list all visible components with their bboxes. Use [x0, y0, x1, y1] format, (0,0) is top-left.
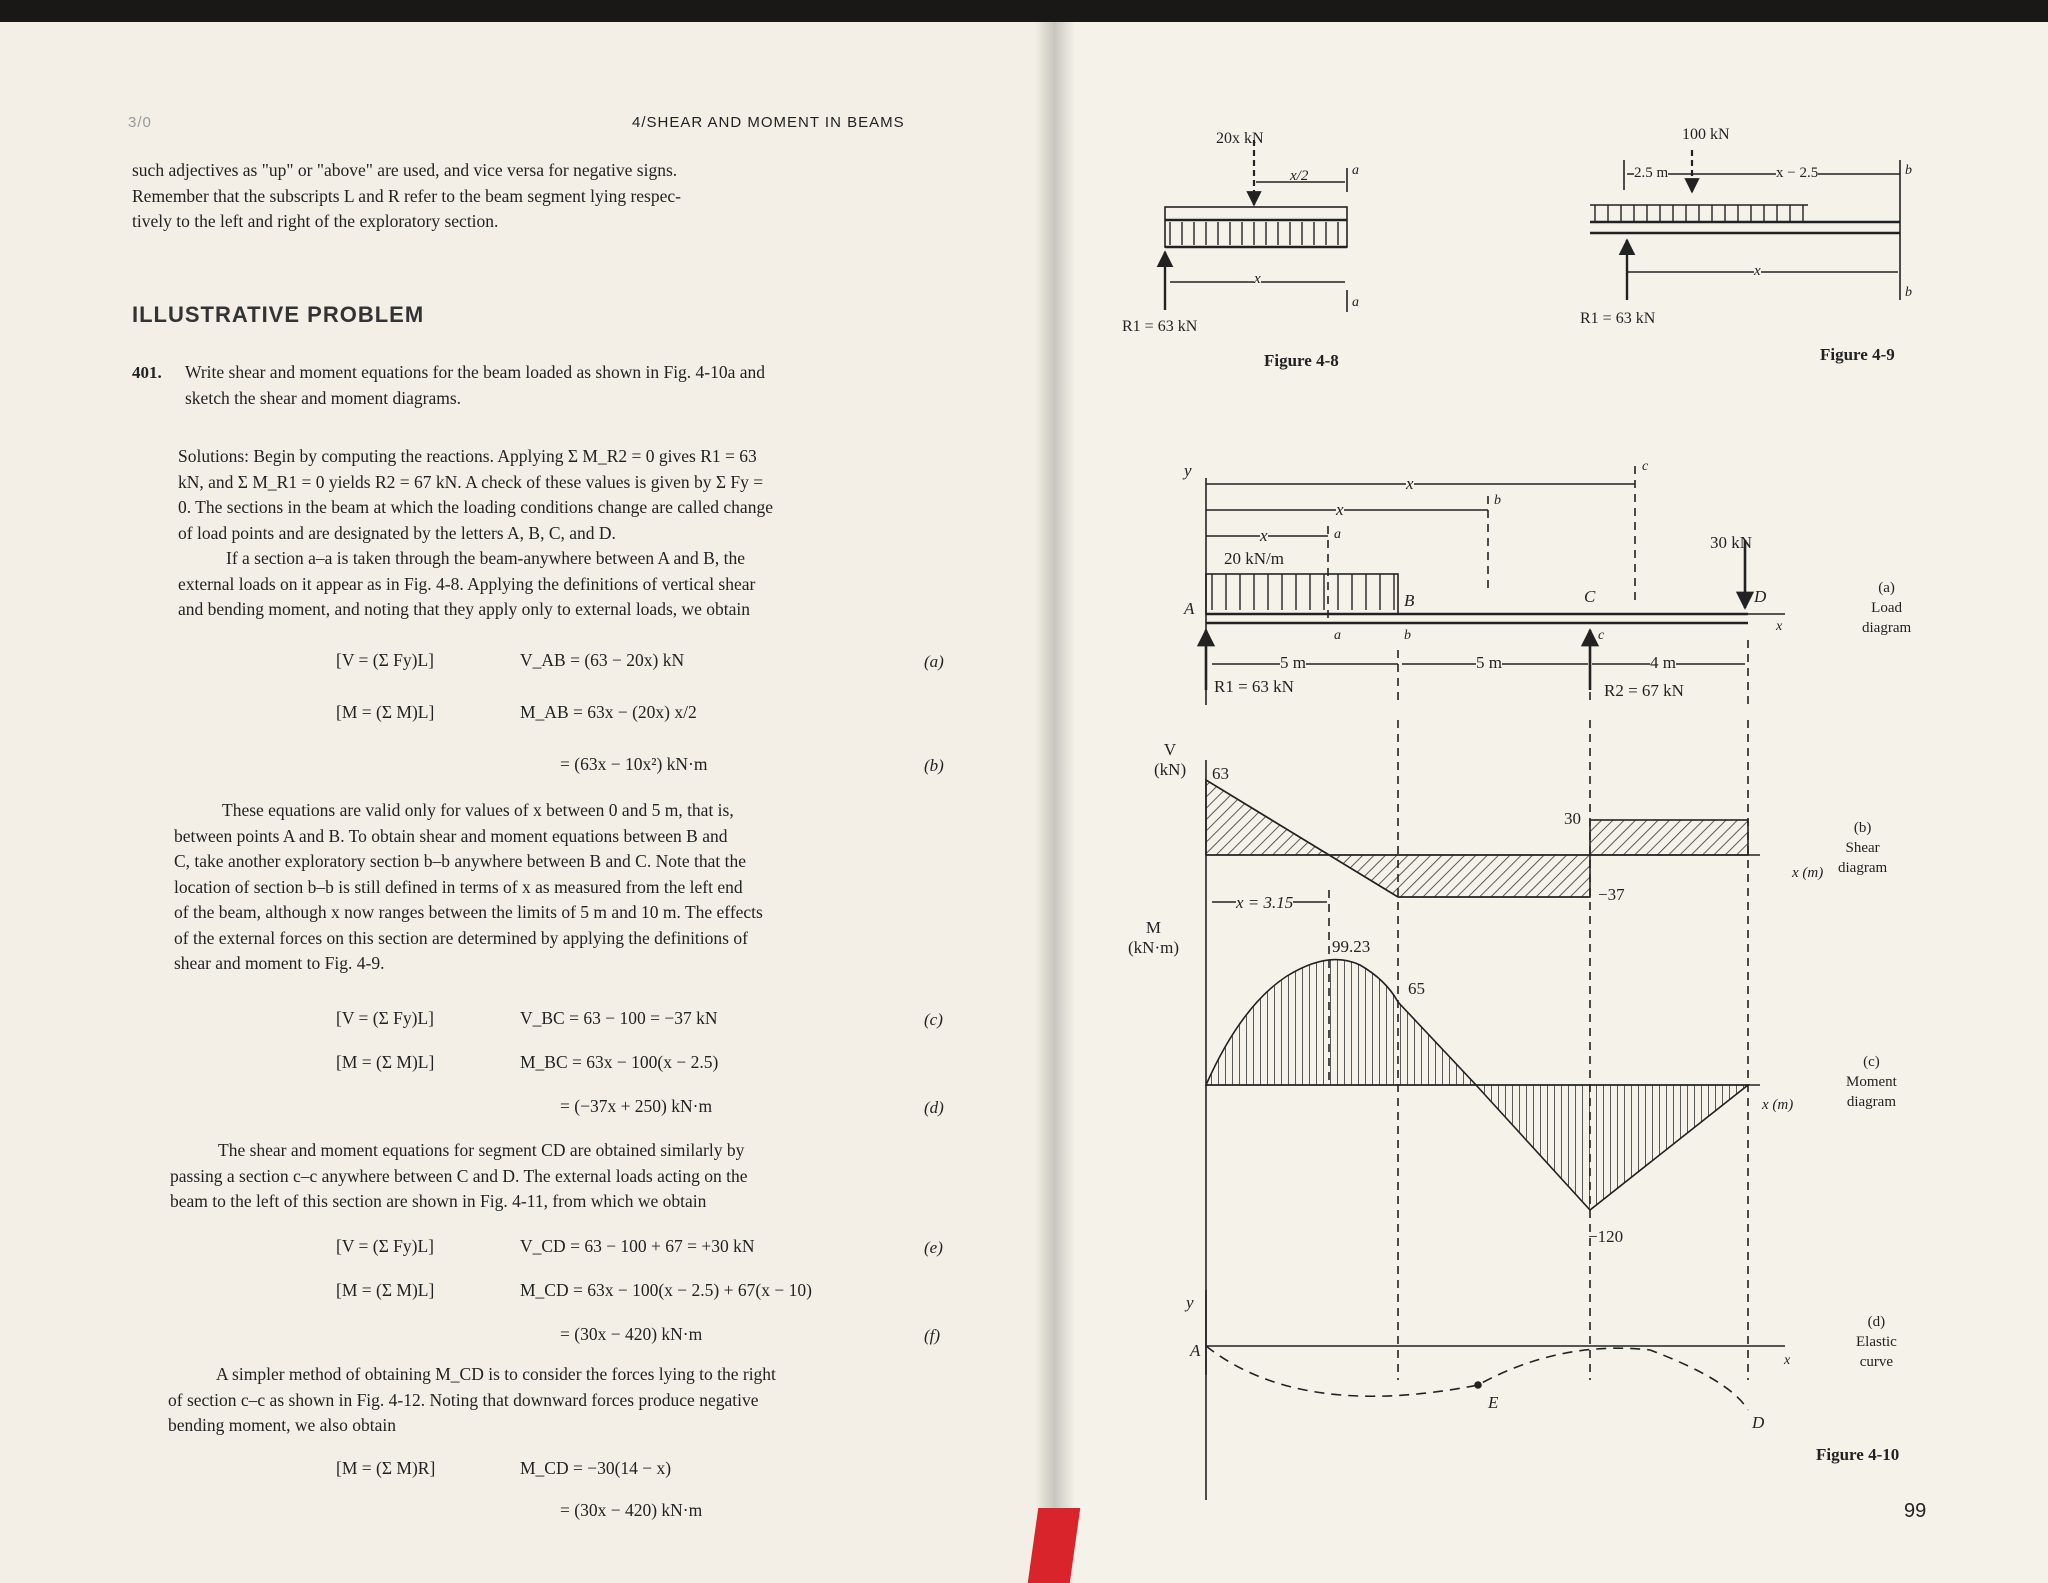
solution-line: Solutions: Begin by computing the reactions. Applying Σ M_R2 = 0 gives R1 = 63: [178, 446, 757, 466]
equation-expression: V_AB = (63 − 20x) kN: [520, 650, 685, 670]
equation-expression: M_CD = 63x − 100(x − 2.5) + 67(x − 10): [520, 1280, 812, 1300]
figure-4-10-moment: [1206, 960, 1760, 1210]
solution-line: and bending moment, and noting that they apply only to external loads, we obtain: [178, 599, 751, 619]
solution-line: If a section a–a is taken through the beam-anywhere between A and B, the: [226, 548, 745, 568]
problem-line: sketch the shear and moment diagrams.: [185, 387, 462, 408]
caption-line: (c): [1863, 1054, 1880, 1070]
caption-line: Elastic: [1856, 1334, 1897, 1350]
equation-condition: [M = (Σ M)L]: [336, 1280, 435, 1300]
fig49-load-label: 100 kN: [1682, 126, 1730, 143]
para2-line: These equations are valid only for values of x between 0 and 5 m, that is,: [222, 800, 734, 820]
fig410-x-dim-c: x: [1406, 474, 1414, 493]
caption-line: (a): [1878, 580, 1895, 596]
solution-line: of load points and are designated by the letters A, B, C, and D.: [178, 522, 616, 543]
fig410-vm37: −37: [1598, 885, 1625, 904]
caption-line: diagram: [1862, 620, 1912, 636]
fig410-x-dim-b: x: [1336, 500, 1344, 519]
fig410-V-axis-label: [1154, 740, 1186, 780]
fig410-elastic-A: A: [1190, 1341, 1201, 1360]
fig48-x-label: x: [1254, 268, 1261, 290]
fig410-span3: 4 m: [1650, 653, 1676, 672]
para2-line: shear and moment to Fig. 4-9.: [174, 953, 385, 973]
fig48-half-label: x/2: [1290, 168, 1309, 184]
axis-label-line: (kN·m): [1128, 938, 1179, 957]
equation-condition: [V = (Σ Fy)L]: [336, 1236, 434, 1256]
solution-line: kN, and Σ M_R1 = 0 yields R2 = 67 kN. A check of these values is given by Σ Fy =: [178, 471, 764, 492]
fig410-load-caption: [1862, 578, 1911, 638]
page-number-left: 3/0: [128, 114, 152, 131]
intro-line: tively to the left and right of the exploratory section.: [132, 211, 499, 231]
fig410-c-bottom: c: [1598, 628, 1605, 643]
fig410-shear-caption: [1838, 818, 1887, 878]
solution-line: 0. The sections in the beam at which the loading conditions change are called change: [178, 497, 773, 517]
fig49-dim1: 2.5 m: [1634, 162, 1668, 184]
fig410-v63: 63: [1212, 764, 1229, 783]
axis-label-line: M: [1145, 918, 1162, 937]
fig49-section-top: b: [1905, 163, 1912, 178]
fig410-R1: R1 = 63 kN: [1214, 677, 1294, 696]
fig410-x-axis-load: x: [1776, 619, 1783, 634]
fig410-elastic-D: D: [1752, 1413, 1765, 1432]
page-number-right: 99: [1904, 1500, 1927, 1522]
axis-label-line: (kN): [1154, 760, 1187, 779]
para2-line: of the beam, although x now ranges between the limits of 5 m and 10 m. The effects: [174, 902, 763, 922]
fig410-y-axis-load: y: [1184, 461, 1192, 480]
fig410-span2: 5 m: [1476, 653, 1502, 672]
fig49-dim2: x − 2.5: [1776, 162, 1818, 184]
equation-expression: M_AB = 63x − (20x) x/2: [520, 702, 697, 722]
para3-line: beam to the left of this section are shown in Fig. 4-11, from which we obtain: [170, 1191, 707, 1211]
caption-line: curve: [1859, 1354, 1894, 1370]
equation-condition: [M = (Σ M)L]: [336, 702, 435, 722]
fig410-v30: 30: [1564, 809, 1581, 828]
fig48-section-bottom: a: [1352, 295, 1359, 310]
fig410-point-load-label: 30 kN: [1710, 533, 1753, 552]
equation-expression: M_CD = −30(14 − x): [520, 1458, 672, 1478]
equation-expression: V_BC = 63 − 100 = −37 kN: [520, 1008, 718, 1028]
section-title: ILLUSTRATIVE PROBLEM: [132, 302, 425, 327]
equation-expression: = (−37x + 250) kN·m: [560, 1096, 713, 1116]
fig410-elastic-E: E: [1488, 1393, 1499, 1412]
fig49-reaction: R1 = 63 kN: [1580, 310, 1656, 327]
fig410-M-axis-label: [1128, 918, 1179, 958]
equation-condition: [M = (Σ M)R]: [336, 1458, 436, 1478]
fig410-b-top: b: [1494, 493, 1501, 508]
fig49-x-label: x: [1754, 260, 1761, 282]
fig48-caption: Figure 4-8: [1264, 351, 1339, 370]
para3-line: The shear and moment equations for segment CD are obtained similarly by: [218, 1140, 745, 1160]
problem-line: Write shear and moment equations for the beam loaded as shown in Fig. 4-10a and: [185, 362, 766, 382]
caption-line: (d): [1867, 1314, 1886, 1330]
para2-line: C, take another exploratory section b–b anywhere between B and C. Note that the: [174, 851, 746, 871]
fig410-x-axis-elastic: x: [1784, 1353, 1791, 1368]
equation-number: (a): [924, 652, 944, 671]
fig410-moment-caption: [1846, 1052, 1897, 1112]
equation-expression: = (30x − 420) kN·m: [560, 1324, 703, 1344]
fig410-elastic-caption: [1856, 1312, 1897, 1372]
fig410-m65: 65: [1408, 979, 1425, 998]
fig410-x-dim-a: x: [1260, 526, 1268, 545]
caption-line: Load: [1871, 600, 1902, 616]
equation-number: (b): [924, 756, 944, 775]
equation-number: (f): [924, 1326, 941, 1345]
solution-line: external loads on it appear as in Fig. 4-8. Applying the definitions of vertical shear: [178, 573, 756, 594]
equation-condition: [V = (Σ Fy)L]: [336, 1008, 434, 1028]
equation-number: (d): [924, 1098, 944, 1117]
para4-line: of section c–c as shown in Fig. 4-12. Noting that downward forces produce negative: [168, 1389, 759, 1410]
fig410-b-bottom: b: [1404, 628, 1411, 643]
fig410-label-B: B: [1404, 591, 1415, 610]
para2-line: location of section b–b is still defined in terms of x as measured from the left end: [174, 876, 743, 897]
caption-line: Moment: [1846, 1074, 1897, 1090]
axis-label-line: V: [1163, 740, 1177, 759]
equation-expression: = (30x − 420) kN·m: [560, 1500, 703, 1520]
fig410-y-axis-elastic: y: [1186, 1293, 1194, 1312]
para2-line: of the external forces on this section are determined by applying the definitions of: [174, 927, 748, 948]
fig49-section-bottom: b: [1905, 285, 1912, 300]
fig410-a-top: a: [1334, 527, 1341, 542]
fig410-mm120: −120: [1588, 1227, 1624, 1246]
equation-expression: = (63x − 10x²) kN·m: [560, 754, 708, 774]
fig410-label-D: D: [1754, 587, 1767, 606]
fig49-caption: Figure 4-9: [1820, 345, 1895, 364]
para3-line: passing a section c–c anywhere between C and D. The external loads acting on the: [170, 1165, 748, 1186]
problem-number: 401.: [132, 363, 162, 382]
equation-expression: M_BC = 63x − 100(x − 2.5): [520, 1052, 719, 1072]
para2-line: between points A and B. To obtain shear and moment equations between B and: [174, 825, 728, 846]
para4-line: bending moment, we also obtain: [168, 1415, 396, 1435]
fig410-m9923: 99.23: [1332, 937, 1371, 956]
fig410-label-C: C: [1584, 587, 1596, 606]
caption-line: diagram: [1846, 1094, 1896, 1110]
fig410-xm-shear: x (m): [1792, 865, 1824, 881]
fig410-udl-label: 20 kN/m: [1224, 549, 1284, 568]
fig48-section-top: a: [1352, 163, 1359, 178]
fig48-load-label: 20x kN: [1216, 130, 1264, 147]
caption-line: Shear: [1845, 840, 1880, 856]
fig410-xm-moment: x (m): [1762, 1097, 1794, 1113]
fig410-label-A: A: [1184, 599, 1195, 618]
fig410-R2: R2 = 67 kN: [1604, 681, 1684, 700]
equation-number: (c): [924, 1010, 943, 1029]
fig410-span1: 5 m: [1280, 653, 1306, 672]
fig410-x315: x = 3.15: [1236, 893, 1294, 912]
intro-line: Remember that the subscripts L and R refer to the beam segment lying respec-: [132, 185, 681, 206]
equation-number: (e): [924, 1238, 943, 1257]
intro-line: such adjectives as "up" or "above" are used, and vice versa for negative signs.: [132, 160, 678, 180]
fig410-caption: Figure 4-10: [1816, 1445, 1900, 1464]
para4-line: A simpler method of obtaining M_CD is to consider the forces lying to the right: [216, 1364, 776, 1384]
equation-condition: [V = (Σ Fy)L]: [336, 650, 434, 670]
equation-expression: V_CD = 63 − 100 + 67 = +30 kN: [520, 1236, 755, 1256]
running-header: 4/SHEAR AND MOMENT IN BEAMS: [632, 114, 905, 131]
caption-line: diagram: [1838, 860, 1888, 876]
fig410-c-top: c: [1642, 459, 1649, 474]
fig410-a-bottom: a: [1334, 628, 1341, 643]
caption-line: (b): [1853, 820, 1872, 836]
fig48-reaction: R1 = 63 kN: [1122, 318, 1198, 335]
equation-condition: [M = (Σ M)L]: [336, 1052, 435, 1072]
